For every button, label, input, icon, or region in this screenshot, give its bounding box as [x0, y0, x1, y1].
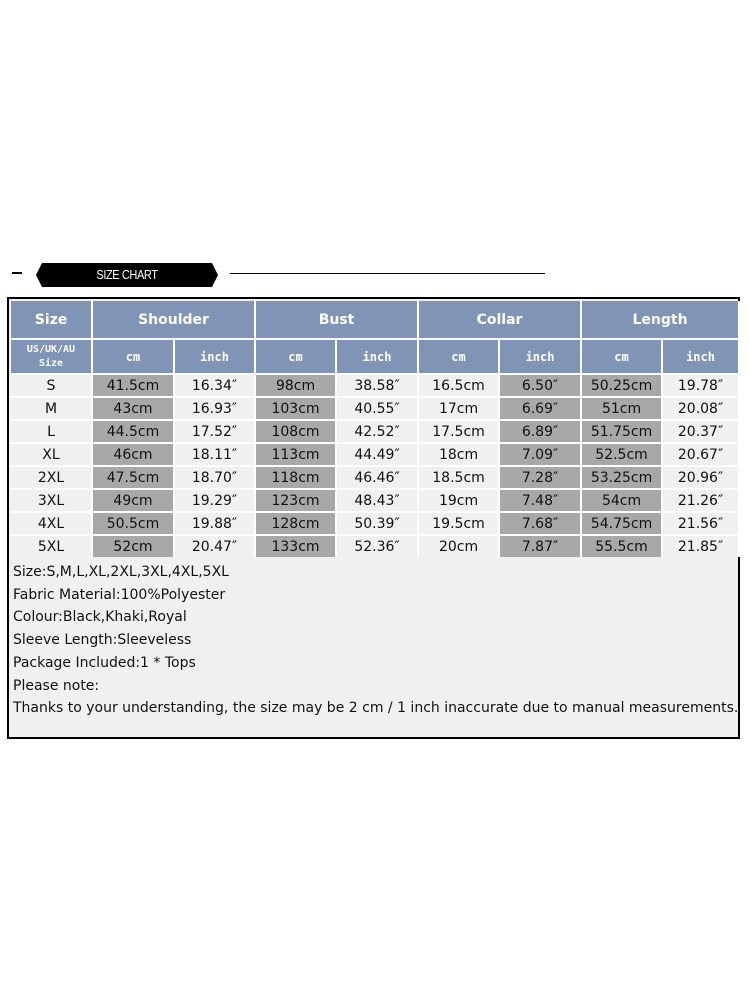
collar-cm-cell: 18.5cm	[419, 465, 500, 488]
collar-cm-cell: 20cm	[419, 534, 500, 557]
bust-inch-cell: 40.55″	[337, 396, 419, 419]
bust-inch-cell: 48.43″	[337, 488, 419, 511]
banner-title: SIZE CHART	[96, 267, 158, 282]
unit-header: cm	[419, 338, 500, 373]
note-sizes: Size:S,M,L,XL,2XL,3XL,4XL,5XL	[13, 564, 229, 580]
unit-header: cm	[256, 338, 337, 373]
table-row	[11, 488, 740, 511]
table-row	[11, 534, 740, 557]
shoulder-inch-cell: 19.29″	[175, 488, 256, 511]
banner-tag	[36, 263, 218, 287]
collar-cm-cell: 16.5cm	[419, 373, 500, 396]
collar-cm-cell: 17.5cm	[419, 419, 500, 442]
shoulder-inch-cell: 17.52″	[175, 419, 256, 442]
bust-inch-cell: 42.52″	[337, 419, 419, 442]
unit-header: cm	[582, 338, 663, 373]
length-inch-cell: 20.67″	[663, 442, 740, 465]
bust-cm-cell: 113cm	[256, 442, 337, 465]
group-header-row	[11, 301, 740, 338]
shoulder-inch-cell: 20.47″	[175, 534, 256, 557]
bust-cm-cell: 123cm	[256, 488, 337, 511]
shoulder-cm-cell: 43cm	[93, 396, 175, 419]
collar-inch-cell: 6.50″	[500, 373, 582, 396]
length-cm-cell: 51cm	[582, 396, 663, 419]
size-label-cell: 3XL	[11, 488, 93, 511]
shoulder-inch-cell: 16.93″	[175, 396, 256, 419]
shoulder-inch-cell: 18.11″	[175, 442, 256, 465]
product-notes	[13, 561, 738, 720]
header-collar: Collar	[419, 301, 582, 338]
collar-inch-cell: 7.48″	[500, 488, 582, 511]
length-inch-cell: 21.56″	[663, 511, 740, 534]
bust-inch-cell: 52.36″	[337, 534, 419, 557]
table-row	[11, 396, 740, 419]
note-package: Package Included:1 * Tops	[13, 654, 196, 671]
unit-header: inch	[500, 338, 582, 373]
collar-inch-cell: 6.69″	[500, 396, 582, 419]
size-label-cell: 4XL	[11, 511, 93, 534]
size-table	[11, 301, 740, 557]
bust-cm-cell: 103cm	[256, 396, 337, 419]
banner-dash	[12, 272, 22, 274]
shoulder-cm-cell: 49cm	[93, 488, 175, 511]
bust-inch-cell: 38.58″	[337, 373, 419, 396]
length-inch-cell: 21.26″	[663, 488, 740, 511]
shoulder-inch-cell: 19.88″	[175, 511, 256, 534]
length-cm-cell: 53.25cm	[582, 465, 663, 488]
table-row	[11, 511, 740, 534]
length-inch-cell: 20.37″	[663, 419, 740, 442]
collar-cm-cell: 18cm	[419, 442, 500, 465]
table-row	[11, 373, 740, 396]
collar-cm-cell: 19cm	[419, 488, 500, 511]
unit-header-row	[11, 338, 740, 373]
collar-inch-cell: 6.89″	[500, 419, 582, 442]
table-row	[11, 419, 740, 442]
length-inch-cell: 19.78″	[663, 373, 740, 396]
collar-cm-cell: 17cm	[419, 396, 500, 419]
size-label-cell: 2XL	[11, 465, 93, 488]
length-cm-cell: 54cm	[582, 488, 663, 511]
bust-cm-cell: 118cm	[256, 465, 337, 488]
size-label-cell: L	[11, 419, 93, 442]
header-size-region-line1: US/UK/AU	[26, 343, 76, 355]
note-material: Fabric Material:100%Polyester	[13, 586, 226, 603]
shoulder-inch-cell: 18.70″	[175, 465, 256, 488]
header-length: Length	[582, 301, 740, 338]
collar-inch-cell: 7.28″	[500, 465, 582, 488]
size-label-cell: S	[11, 373, 93, 396]
note-disclaimer: Thanks to your understanding, the size may be 2 cm / 1 inch inaccurate due to manual measurements.	[13, 700, 739, 717]
size-label-cell: M	[11, 396, 93, 419]
size-label-cell: XL	[11, 442, 93, 465]
length-inch-cell: 20.96″	[663, 465, 740, 488]
table-row	[11, 465, 740, 488]
size-chart-banner	[0, 255, 750, 295]
unit-header: cm	[93, 338, 175, 373]
collar-inch-cell: 7.87″	[500, 534, 582, 557]
size-label-cell: 5XL	[11, 534, 93, 557]
bust-cm-cell: 128cm	[256, 511, 337, 534]
shoulder-cm-cell: 44.5cm	[93, 419, 175, 442]
table-row	[11, 442, 740, 465]
shoulder-cm-cell: 47.5cm	[93, 465, 175, 488]
shoulder-cm-cell: 41.5cm	[93, 373, 175, 396]
length-cm-cell: 52.5cm	[582, 442, 663, 465]
length-cm-cell: 54.75cm	[582, 511, 663, 534]
length-inch-cell: 21.85″	[663, 534, 740, 557]
header-bust: Bust	[256, 301, 419, 338]
note-colour: Colour:Black,Khaki,Royal	[13, 609, 187, 626]
length-cm-cell: 51.75cm	[582, 419, 663, 442]
collar-inch-cell: 7.09″	[500, 442, 582, 465]
shoulder-cm-cell: 46cm	[93, 442, 175, 465]
collar-cm-cell: 19.5cm	[419, 511, 500, 534]
bust-inch-cell: 46.46″	[337, 465, 419, 488]
bust-inch-cell: 44.49″	[337, 442, 419, 465]
unit-header: inch	[337, 338, 419, 373]
bust-cm-cell: 98cm	[256, 373, 337, 396]
header-shoulder: Shoulder	[93, 301, 256, 338]
unit-header: inch	[175, 338, 256, 373]
length-inch-cell: 20.08″	[663, 396, 740, 419]
bust-cm-cell: 133cm	[256, 534, 337, 557]
shoulder-inch-cell: 16.34″	[175, 373, 256, 396]
note-please: Please note:	[13, 677, 100, 694]
header-size: Size	[11, 301, 93, 338]
length-cm-cell: 55.5cm	[582, 534, 663, 557]
header-size-region	[11, 338, 93, 373]
note-sleeve: Sleeve Length:Sleeveless	[13, 632, 192, 649]
length-cm-cell: 50.25cm	[582, 373, 663, 396]
banner-rule	[230, 273, 545, 274]
shoulder-cm-cell: 50.5cm	[93, 511, 175, 534]
shoulder-cm-cell: 52cm	[93, 534, 175, 557]
size-table-frame	[7, 297, 740, 739]
banner-tag-right-tip	[212, 263, 218, 287]
collar-inch-cell: 7.68″	[500, 511, 582, 534]
header-size-region-line2: Size	[38, 357, 64, 369]
bust-cm-cell: 108cm	[256, 419, 337, 442]
unit-header: inch	[663, 338, 740, 373]
bust-inch-cell: 50.39″	[337, 511, 419, 534]
